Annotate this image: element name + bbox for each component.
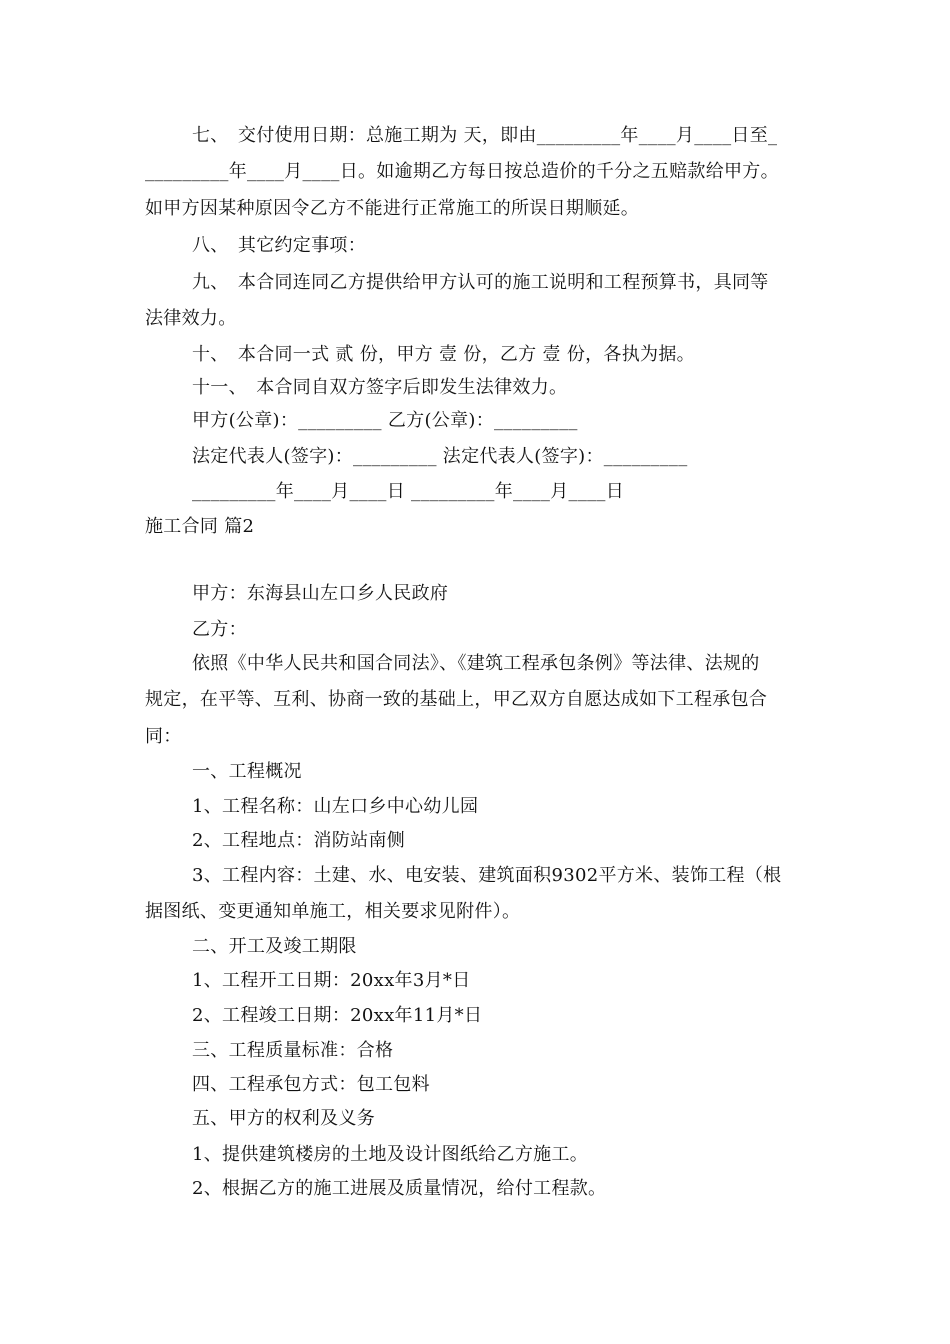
start-date: 1、工程开工日期：20xx年3月*日 <box>192 970 471 991</box>
party-a-duty-2: 2、根据乙方的施工进展及质量情况，给付工程款。 <box>192 1178 607 1199</box>
quality-standard: 三、工程质量标准：合格 <box>192 1040 394 1061</box>
intro-line-3: 同： <box>145 726 182 747</box>
project-content-line-2: 据图纸、变更通知单施工，相关要求见附件）。 <box>145 901 521 922</box>
clause-11: 十一、 本合同自双方签字后即发生法律效力。 <box>192 377 568 398</box>
project-content-line-1: 3、工程内容：土建、水、电安装、建筑面积9302平方米、装饰工程（根 <box>192 865 782 886</box>
party-b: 乙方： <box>192 619 247 640</box>
intro-line-2: 规定，在平等、互利、协商一致的基础上，甲乙双方自愿达成如下工程承包合 <box>145 689 768 710</box>
project-overview-heading: 一、工程概况 <box>192 761 302 782</box>
signature-line: 法定代表人(签字)：_________ 法定代表人(签字)：_________ <box>192 446 688 467</box>
party-a-rights-heading: 五、甲方的权利及义务 <box>192 1108 375 1129</box>
clause-10: 十、 本合同一式 贰 份，甲方 壹 份，乙方 壹 份，各执为据。 <box>192 344 695 365</box>
intro-line-1: 依照《中华人民共和国合同法》、《建筑工程承包条例》等法律、法规的 <box>192 653 760 674</box>
clause-9-line-2: 法律效力。 <box>145 308 237 329</box>
contract-method: 四、工程承包方式：包工包料 <box>192 1074 430 1095</box>
clause-7-line-3: 如甲方因某种原因令乙方不能进行正常施工的所误日期顺延。 <box>145 198 640 219</box>
clause-7-line-1: 七、 交付使用日期：总施工期为 天，即由_________年____月____日至_ <box>192 125 778 146</box>
date-line: _________年____月____日 _________年____月____日 <box>192 481 625 502</box>
project-location: 2、工程地点：消防站南侧 <box>192 830 406 851</box>
project-name: 1、工程名称：山左口乡中心幼儿园 <box>192 796 479 817</box>
section-heading: 施工合同 篇2 <box>145 516 255 537</box>
completion-date: 2、工程竣工日期：20xx年11月*日 <box>192 1005 483 1026</box>
schedule-heading: 二、开工及竣工期限 <box>192 936 357 957</box>
seal-line: 甲方(公章)：_________ 乙方(公章)：_________ <box>192 410 578 431</box>
clause-9-line-1: 九、 本合同连同乙方提供给甲方认可的施工说明和工程预算书，具同等 <box>192 272 769 293</box>
party-a: 甲方：东海县山左口乡人民政府 <box>192 583 449 604</box>
party-a-duty-1: 1、提供建筑楼房的土地及设计图纸给乙方施工。 <box>192 1144 589 1165</box>
clause-8: 八、 其它约定事项： <box>192 235 366 256</box>
clause-7-line-2: _________年____月____日。如逾期乙方每日按总造价的千分之五赔款给甲方。 <box>145 161 779 182</box>
